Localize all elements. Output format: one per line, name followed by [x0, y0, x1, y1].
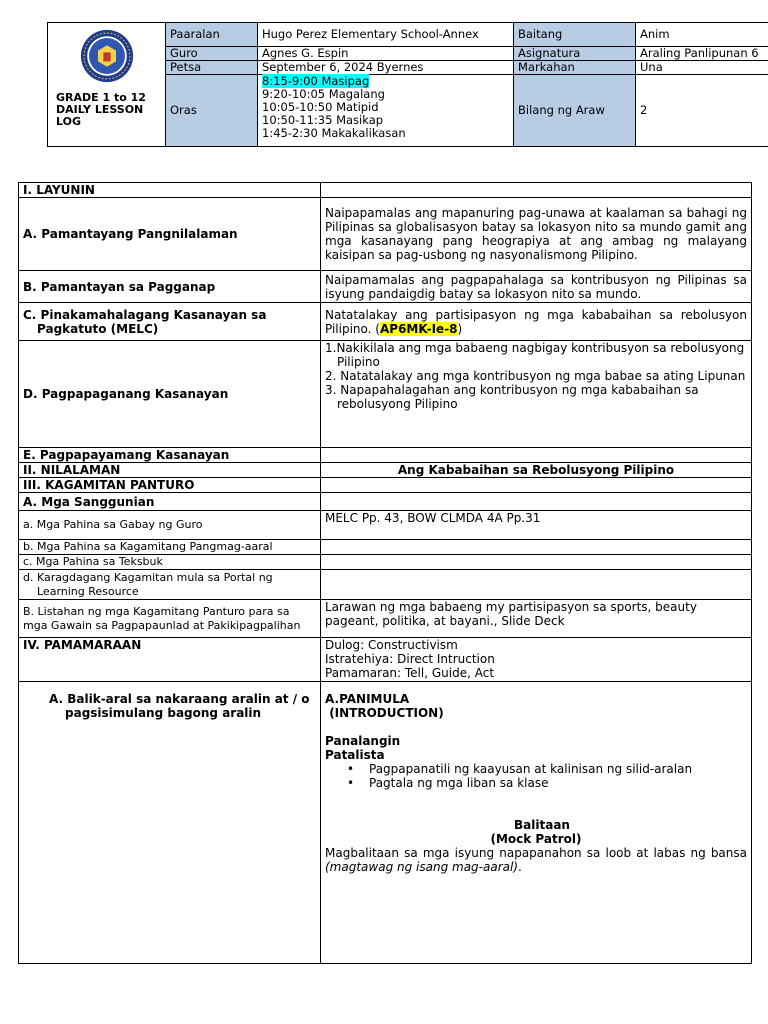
balitaan-body: Magbalitaan sa mga isyung napapanahon sa loob at labas ng bansa — [325, 846, 747, 860]
label-bilang: Bilang ng Araw — [514, 75, 636, 147]
label-asignatura: Asignatura — [514, 47, 636, 61]
pamamaraan-pamamaran: Pamamaran: Tell, Guide, Act — [325, 666, 495, 680]
introduction-text: (INTRODUCTION) — [329, 706, 444, 720]
label-pagpapayamang: E. Pagpapayamang Kasanayan — [19, 448, 321, 463]
label-petsa: Petsa — [166, 61, 258, 75]
melc-text: Natatalakay ang partisipasyon ng mga kababaihan sa rebolusyon Pilipino. — [325, 307, 747, 336]
label-melc — [19, 303, 321, 341]
list-item: • Pagtala ng mga liban sa klase — [347, 776, 747, 790]
logo-cell — [48, 23, 166, 147]
text-listahan: Larawan ng mga babaeng my partisipasyon sa sports, beauty pageant, politika, at bayani., Slide Deck — [321, 600, 752, 638]
empty-cell — [321, 478, 752, 493]
text-pamantayang-pangnilalaman: Naipapamalas ang mapanuring pag-unawa at kaalaman sa bahagi ng Pilipinas sa globalisasyon batay sa lokasyon nito sa mundo gamit ang mga kasanayang pang heograpiya at ang ambag ng malayang kaisipan sa pag-usbong ng nasyonalismong Pilipino. — [321, 198, 752, 271]
balitaan-italic: (magtawag ng isang mag-aaral) — [325, 860, 519, 874]
header-table — [47, 22, 768, 147]
label-paaralan: Paaralan — [166, 23, 258, 47]
oras-time-2: 9:20-10:05 Magalang — [262, 87, 385, 101]
panimula-heading: A.PANIMULA — [325, 692, 410, 706]
text-pamantayan-pagganap: Naipamamalas ang pagpapahalaga sa kontribusyon ng Pilipinas sa isyung pandaigdig batay sa lokasyon nito sa mundo. — [321, 271, 752, 303]
list-item: 1.Nakikilala ang mga babaeng nagbigay kontribusyon sa rebolusyong Pilipino — [325, 341, 745, 369]
oras-time-4: 10:50-11:35 Masikap — [262, 113, 384, 127]
empty-cell — [321, 493, 752, 511]
label-melc-text: C. Pinakamahalagang Kasanayan sa Pagkatuto (MELC) — [23, 307, 267, 336]
label-portal — [19, 570, 321, 600]
balik-aral-text: A. Balik-aral sa nakaraang aralin at / o pagsisimulang bagong aralin — [49, 692, 310, 720]
value-oras — [258, 75, 514, 147]
empty-cell — [321, 183, 752, 198]
value-petsa: September 6, 2024 Byernes — [258, 61, 514, 75]
value-paaralan: Hugo Perez Elementary School-Annex — [258, 23, 514, 47]
value-asignatura: Araling Panlipunan 6 — [636, 47, 768, 61]
panimula-cell — [321, 682, 752, 964]
patalista-heading: Patalista — [325, 748, 385, 762]
label-balik-aral — [19, 682, 321, 964]
text-melc: Natatalakay ang partisipasyon ng mga kababaihan sa rebolusyon Pilipino. (AP6MK-Ie-8) — [321, 303, 752, 341]
section-layunin: I. LAYUNIN — [19, 183, 321, 198]
list-item: • Pagpapanatili ng kaayusan at kalinisan ng silid-aralan — [347, 762, 747, 776]
list-item: 3. Napapahalagahan ang kontribusyon ng mga kababaihan sa rebolusyong Pilipino — [325, 383, 699, 411]
panalangin-heading: Panalangin — [325, 734, 401, 748]
value-baitang: Anim — [636, 23, 768, 47]
patalista-list — [347, 762, 747, 790]
oras-time-1: 8:15-9:00 Masipag — [262, 74, 370, 88]
text-gabay-guro: MELC Pp. 43, BOW CLMDA 4A Pp.31 — [321, 511, 752, 540]
label-sanggunian: A. Mga Sanggunian — [19, 493, 321, 511]
label-teksbuk: c. Mga Pahina sa Teksbuk — [19, 555, 321, 570]
balitaan-end: . — [518, 860, 522, 874]
nilalaman-title: Ang Kababaihan sa Rebolusyong Pilipino — [321, 463, 752, 478]
pamamaraan-details — [321, 638, 752, 682]
empty-cell — [321, 448, 752, 463]
pamamaraan-istratehiya: Istratehiya: Direct Intruction — [325, 652, 495, 666]
label-markahan: Markahan — [514, 61, 636, 75]
label-guro: Guro — [166, 47, 258, 61]
label-oras: Oras — [166, 75, 258, 147]
balitaan-heading: Balitaan — [514, 818, 570, 832]
list-item: 2. Natatalakay ang mga kontribusyon ng mga babae sa ating Lipunan — [325, 369, 746, 383]
introduction-heading — [325, 706, 747, 720]
label-pamantayang-pangnilalaman: A. Pamantayang Pangnilalaman — [19, 198, 321, 271]
label-pagpapaganang: D. Pagpapaganang Kasanayan — [19, 341, 321, 448]
deped-seal-icon — [80, 29, 134, 83]
value-bilang: 2 — [636, 75, 768, 147]
empty-cell — [321, 540, 752, 555]
label-mag-aaral: b. Mga Pahina sa Kagamitang Pangmag-aaral — [19, 540, 321, 555]
label-baitang: Baitang — [514, 23, 636, 47]
mock-patrol-heading: (Mock Patrol) — [490, 832, 582, 846]
value-markahan: Una — [636, 61, 768, 75]
label-pamantayan-pagganap: B. Pamantayan sa Pagganap — [19, 271, 321, 303]
melc-code: AP6MK-Ie-8 — [379, 321, 458, 336]
label-listahan: B. Listahan ng mga Kagamitang Panturo para sa mga Gawain sa Pagpapaunlad at Pakikipagpalihan — [19, 600, 321, 638]
balitaan-text — [325, 846, 747, 874]
lesson-table — [18, 182, 752, 964]
oras-time-5: 1:45-2:30 Makakalikasan — [262, 126, 406, 140]
pamamaraan-dulog: Dulog: Constructivism — [325, 638, 458, 652]
logo-caption: GRADE 1 to 12 DAILY LESSON LOG — [56, 91, 146, 128]
empty-cell — [321, 570, 752, 600]
empty-cell — [321, 555, 752, 570]
section-pamamaraan: IV. PAMAMARAAN — [19, 638, 321, 682]
value-guro: Agnes G. Espin — [258, 47, 514, 61]
list-pagpapaganang — [321, 341, 752, 448]
section-kagamitan: III. KAGAMITAN PANTURO — [19, 478, 321, 493]
label-gabay-guro: a. Mga Pahina sa Gabay ng Guro — [19, 511, 321, 540]
section-nilalaman: II. NILALAMAN — [19, 463, 321, 478]
oras-time-3: 10:05-10:50 Matipid — [262, 100, 379, 114]
label-portal-text: d. Karagdagang Kagamitan mula sa Portal ng Learning Resource — [23, 570, 273, 598]
